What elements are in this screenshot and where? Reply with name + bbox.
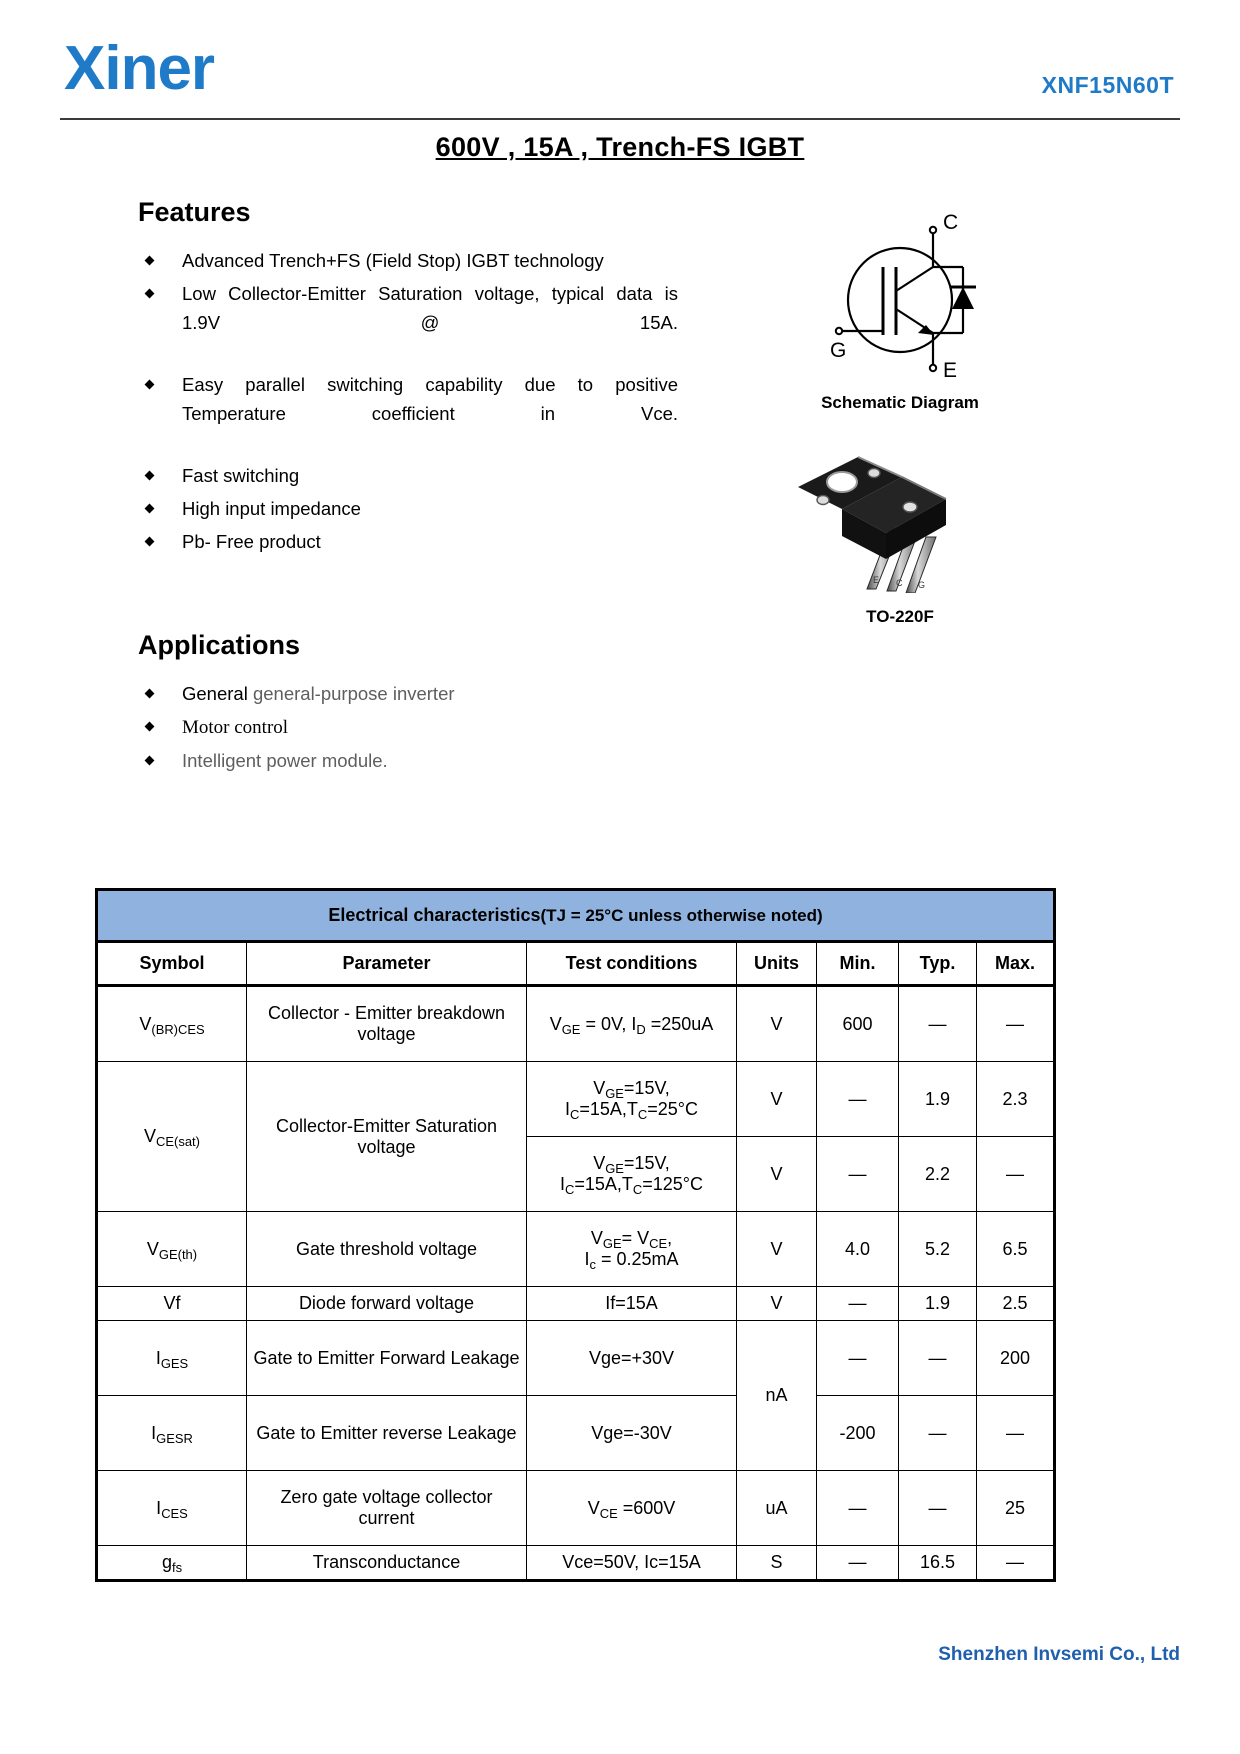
cell-conditions: $V_{GE}=15V$, $I_C=15A,T_C=25^\circ C$ [527, 1062, 737, 1137]
cell-max: 200 [977, 1321, 1055, 1396]
cell-min: — [817, 1062, 899, 1137]
label-gate: G [830, 339, 847, 362]
cell-conditions: Vce=50V, Ic=15A [527, 1546, 737, 1581]
table-row [97, 1062, 1055, 1137]
right-column [750, 205, 1050, 627]
cell-units: uA [737, 1471, 817, 1546]
cell-typ: — [899, 1471, 977, 1546]
cell-parameter: Gate threshold voltage [247, 1212, 527, 1287]
column-header: Units [737, 942, 817, 986]
cell-min: — [817, 1546, 899, 1581]
application-item [138, 712, 678, 742]
column-header: Test conditions [527, 942, 737, 986]
left-column [138, 197, 678, 779]
diamond-bullet-icon [145, 471, 155, 481]
label-emitter: E [943, 359, 958, 382]
diamond-bullet-icon [145, 722, 155, 732]
part-number: XNF15N60T [1041, 72, 1174, 98]
cell-units: nA [737, 1321, 817, 1471]
cell-conditions: $V_{GE}= V_{CE}$, $I_c = 0.25mA$ [527, 1212, 737, 1287]
table-title-row [97, 890, 1055, 942]
header-divider [60, 118, 1180, 120]
features-list [138, 246, 678, 556]
cell-conditions: Vge=-30V [527, 1396, 737, 1471]
table-title-cell [97, 890, 1055, 942]
feature-item-label: Advanced Trench+FS (Field Stop) IGBT technology [182, 250, 604, 271]
cell-symbol: $I_{CES}$ [97, 1471, 247, 1546]
cell-max: 6.5 [977, 1212, 1055, 1287]
page-header [60, 0, 1180, 103]
cell-conditions: $V_{GE} = 0V$, $I_D =250uA$ [527, 986, 737, 1062]
package-photo [750, 443, 1050, 593]
feature-item-label: Pb- Free product [182, 531, 321, 552]
cell-max: — [977, 986, 1055, 1062]
feature-item-label: Low Collector-Emitter Saturation voltage, typical data is 1.9V @ 15A. [182, 283, 678, 333]
cell-min: — [817, 1471, 899, 1546]
table-column-header-row [97, 942, 1055, 986]
feature-item [138, 279, 678, 366]
column-header: Min. [817, 942, 899, 986]
column-header: Symbol [97, 942, 247, 986]
application-item-sublabel: Intelligent power module. [182, 750, 388, 771]
cell-symbol: $I_{GES}$ [97, 1321, 247, 1396]
cell-max: 2.3 [977, 1062, 1055, 1137]
feature-item [138, 461, 678, 490]
cell-units: S [737, 1546, 817, 1581]
feature-item [138, 527, 678, 556]
column-header: Parameter [247, 942, 527, 986]
diamond-bullet-icon [145, 756, 155, 766]
label-collector: C [943, 211, 959, 234]
diamond-bullet-icon [145, 256, 155, 266]
cell-units: V [737, 1287, 817, 1321]
cell-symbol: Vf [97, 1287, 247, 1321]
cell-max: — [977, 1546, 1055, 1581]
cell-parameter: Gate to Emitter reverse Leakage [247, 1396, 527, 1471]
diamond-bullet-icon [145, 289, 155, 299]
applications-heading: Applications [138, 630, 301, 660]
cell-conditions: If=15A [527, 1287, 737, 1321]
lead-label-e: E [873, 575, 880, 585]
page-title: 600V , 15A , Trench-FS IGBT [435, 132, 805, 162]
table-row [97, 1321, 1055, 1396]
cell-typ: — [899, 986, 977, 1062]
diamond-bullet-icon [145, 504, 155, 514]
cell-symbol: $V_{CE(sat)}$ [97, 1062, 247, 1212]
cell-typ: 1.9 [899, 1287, 977, 1321]
application-item [138, 679, 678, 708]
cell-min: -200 [817, 1396, 899, 1471]
igbt-symbol-icon [750, 205, 1050, 385]
cell-units: V [737, 986, 817, 1062]
lead-label-c: C [896, 578, 903, 588]
cell-symbol: $I_{GESR}$ [97, 1396, 247, 1471]
cell-conditions: $V_{GE}=15V$, $I_C=15A,T_C=125^\circ C$ [527, 1137, 737, 1212]
table-row [97, 986, 1055, 1062]
cell-symbol: $V_{GE(th)}$ [97, 1212, 247, 1287]
cell-conditions: $V_{CE} =600V$ [527, 1471, 737, 1546]
column-header: Typ. [899, 942, 977, 986]
feature-item-label: Easy parallel switching capability due to positive Temperature coefficient in Vce. [182, 374, 678, 424]
cell-min: — [817, 1321, 899, 1396]
cell-parameter: Transconductance [247, 1546, 527, 1581]
column-header: Max. [977, 942, 1055, 986]
cell-parameter: Gate to Emitter Forward Leakage [247, 1321, 527, 1396]
cell-parameter: Zero gate voltage collector current [247, 1471, 527, 1546]
cell-units: V [737, 1137, 817, 1212]
cell-min: — [817, 1137, 899, 1212]
cell-max: 2.5 [977, 1287, 1055, 1321]
cell-max: 25 [977, 1471, 1055, 1546]
table-row [97, 1287, 1055, 1321]
cell-typ: — [899, 1396, 977, 1471]
schematic-diagram [750, 205, 1050, 385]
cell-conditions: Vge=+30V [527, 1321, 737, 1396]
feature-item [138, 370, 678, 457]
main-content [60, 197, 1180, 771]
table-title-main: Electrical characteristics [328, 905, 541, 925]
feature-item [138, 494, 678, 523]
cell-typ: 2.2 [899, 1137, 977, 1212]
footer-company: Shenzhen Invsemi Co., Ltd [938, 1644, 1180, 1665]
table-row [97, 1471, 1055, 1546]
cell-min: 4.0 [817, 1212, 899, 1287]
feature-item [138, 246, 678, 275]
cell-parameter: Diode forward voltage [247, 1287, 527, 1321]
package-caption: TO-220F [866, 607, 934, 626]
cell-symbol: $g_{fs}$ [97, 1546, 247, 1581]
schematic-caption: Schematic Diagram [821, 393, 979, 412]
cell-min: — [817, 1287, 899, 1321]
feature-item-label: High input impedance [182, 498, 361, 519]
cell-parameter: Collector-Emitter Saturation voltage [247, 1062, 527, 1212]
feature-item-label: Fast switching [182, 465, 300, 486]
cell-symbol: $V_{(BR)CES}$ [97, 986, 247, 1062]
application-item-sublabel: general-purpose inverter [247, 683, 455, 704]
cell-units: V [737, 1212, 817, 1287]
table-title-sub: (TJ = 25°C unless otherwise noted) [540, 906, 823, 925]
lead-label-g: G [918, 580, 926, 590]
cell-typ: — [899, 1321, 977, 1396]
applications-list [138, 679, 678, 775]
application-item [138, 746, 678, 775]
cell-typ: 5.2 [899, 1212, 977, 1287]
to220f-package-icon [750, 443, 1050, 593]
features-heading: Features [138, 197, 251, 227]
application-item-label: General [182, 683, 248, 704]
diamond-bullet-icon [145, 380, 155, 390]
electrical-characteristics-table [95, 888, 1056, 1582]
table-row [97, 1396, 1055, 1471]
diamond-bullet-icon [145, 537, 155, 547]
company-logo: Xiner [64, 34, 215, 103]
cell-units: V [737, 1062, 817, 1137]
cell-min: 600 [817, 986, 899, 1062]
cell-max: — [977, 1137, 1055, 1212]
application-item-label: Motor control [182, 717, 289, 738]
table-row [97, 1212, 1055, 1287]
cell-parameter: Collector - Emitter breakdown voltage [247, 986, 527, 1062]
table-row [97, 1546, 1055, 1581]
table-body [97, 986, 1055, 1581]
diamond-bullet-icon [145, 689, 155, 699]
cell-typ: 1.9 [899, 1062, 977, 1137]
cell-max: — [977, 1396, 1055, 1471]
cell-typ: 16.5 [899, 1546, 977, 1581]
electrical-characteristics-section [95, 888, 1036, 1582]
table-head [97, 890, 1055, 986]
